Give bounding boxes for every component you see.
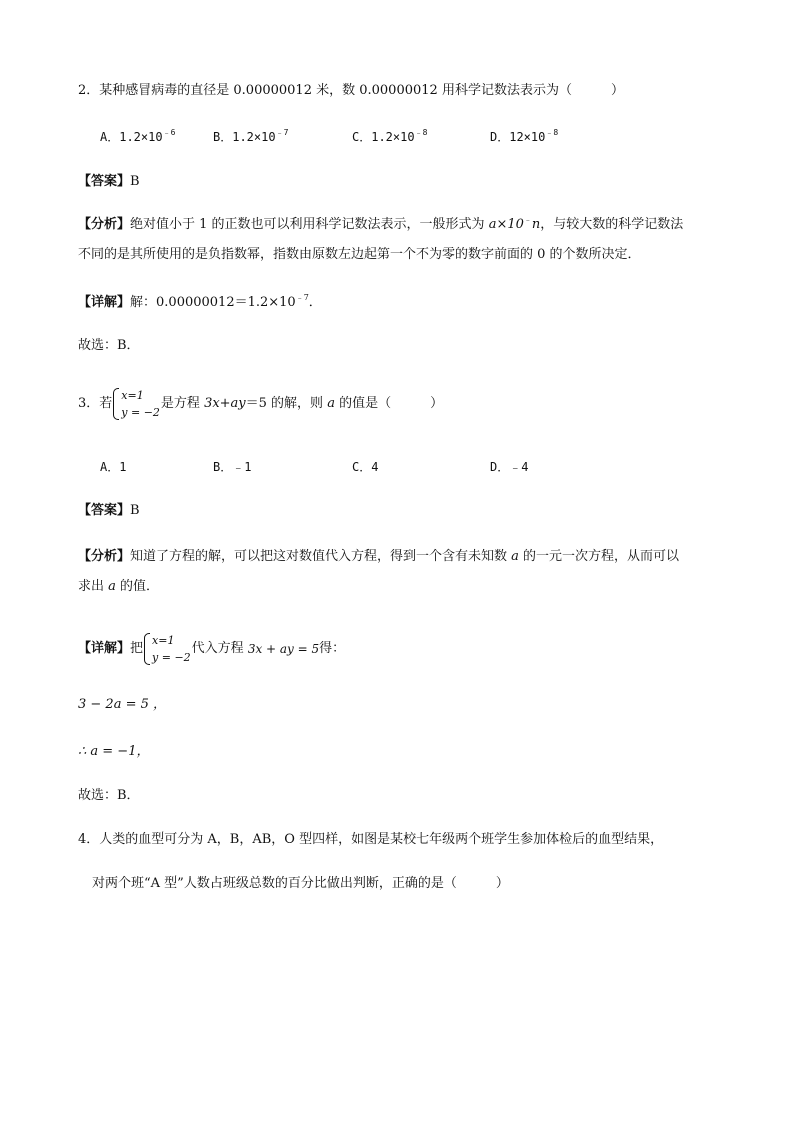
q4-stem-line-1: 4．人类的血型可分为 A，B，AB，O 型四样，如图是某校七年级两个班学生参加体检后的血型结果，	[78, 832, 664, 847]
q3-step-1: 3 − 2a = 5 ，	[78, 697, 167, 712]
q3-detail-equation-system: x=1 y = −2	[144, 632, 191, 666]
q2-option-c: C．$1.2\times 10^{﹣8}$	[352, 128, 428, 144]
q3-option-b: B．﹣1	[213, 460, 252, 474]
q2-option-a: A．$1.2\times 10^{﹣6}$	[100, 128, 176, 144]
q2-answer: 【答案】B	[78, 174, 140, 189]
q2-detail: 【详解】解：$0.00000012=1.2\times 10^{﹣7}$．	[78, 293, 322, 310]
q4-stem-line-2: 对两个班“A 型”人数占班级总数的百分比做出判断，正确的是（ ）	[92, 876, 509, 891]
q2-choose: 故选：B．	[78, 338, 140, 353]
q3-option-d: D．﹣4	[490, 460, 529, 474]
q3-answer: 【答案】B	[78, 503, 140, 518]
q2-option-b: B．$1.2\times 10^{﹣7}$	[213, 128, 289, 144]
q3-option-a: A．1	[100, 460, 127, 474]
q2-option-d: D．$12\times 10^{﹣8}$	[490, 128, 559, 144]
q2-stem: 2．某种感冒病毒的直径是 0.00000012 米，数 0.00000012 用科学记数法表示为（ ）	[78, 83, 624, 98]
q2-analysis-line-1: 【分析】绝对值小于 1 的正数也可以利用科学记数法表示，一般形式为 a×10﹣n，与较大数的科学记数法	[78, 215, 684, 232]
q3-option-c: C．4	[352, 460, 379, 474]
q3-detail: 【详解】把 x=1 y = −2 代入方程 3x + ay = 5得：	[78, 634, 346, 664]
q2-analysis-line-2: 不同的是其所使用的是负指数幂，指数由原数左边起第一个不为零的数字前面的 0 的个数所决定．	[78, 247, 641, 262]
q3-analysis-line-2: 求出 a 的值．	[78, 579, 160, 594]
q3-step-2: ∴ a = −1，	[78, 744, 150, 759]
q3-equation-system: x=1 y = −2	[113, 387, 160, 421]
q3-choose: 故选：B．	[78, 788, 140, 803]
q3-analysis-line-1: 【分析】知道了方程的解，可以把这对数值代入方程，得到一个含有未知数 a 的一元一次方程，从而可以	[78, 549, 680, 564]
q3-stem: 3．若 x=1 y = −2 是方程 3x+ay＝5 的解，则 a 的值是（ ）	[78, 389, 444, 419]
